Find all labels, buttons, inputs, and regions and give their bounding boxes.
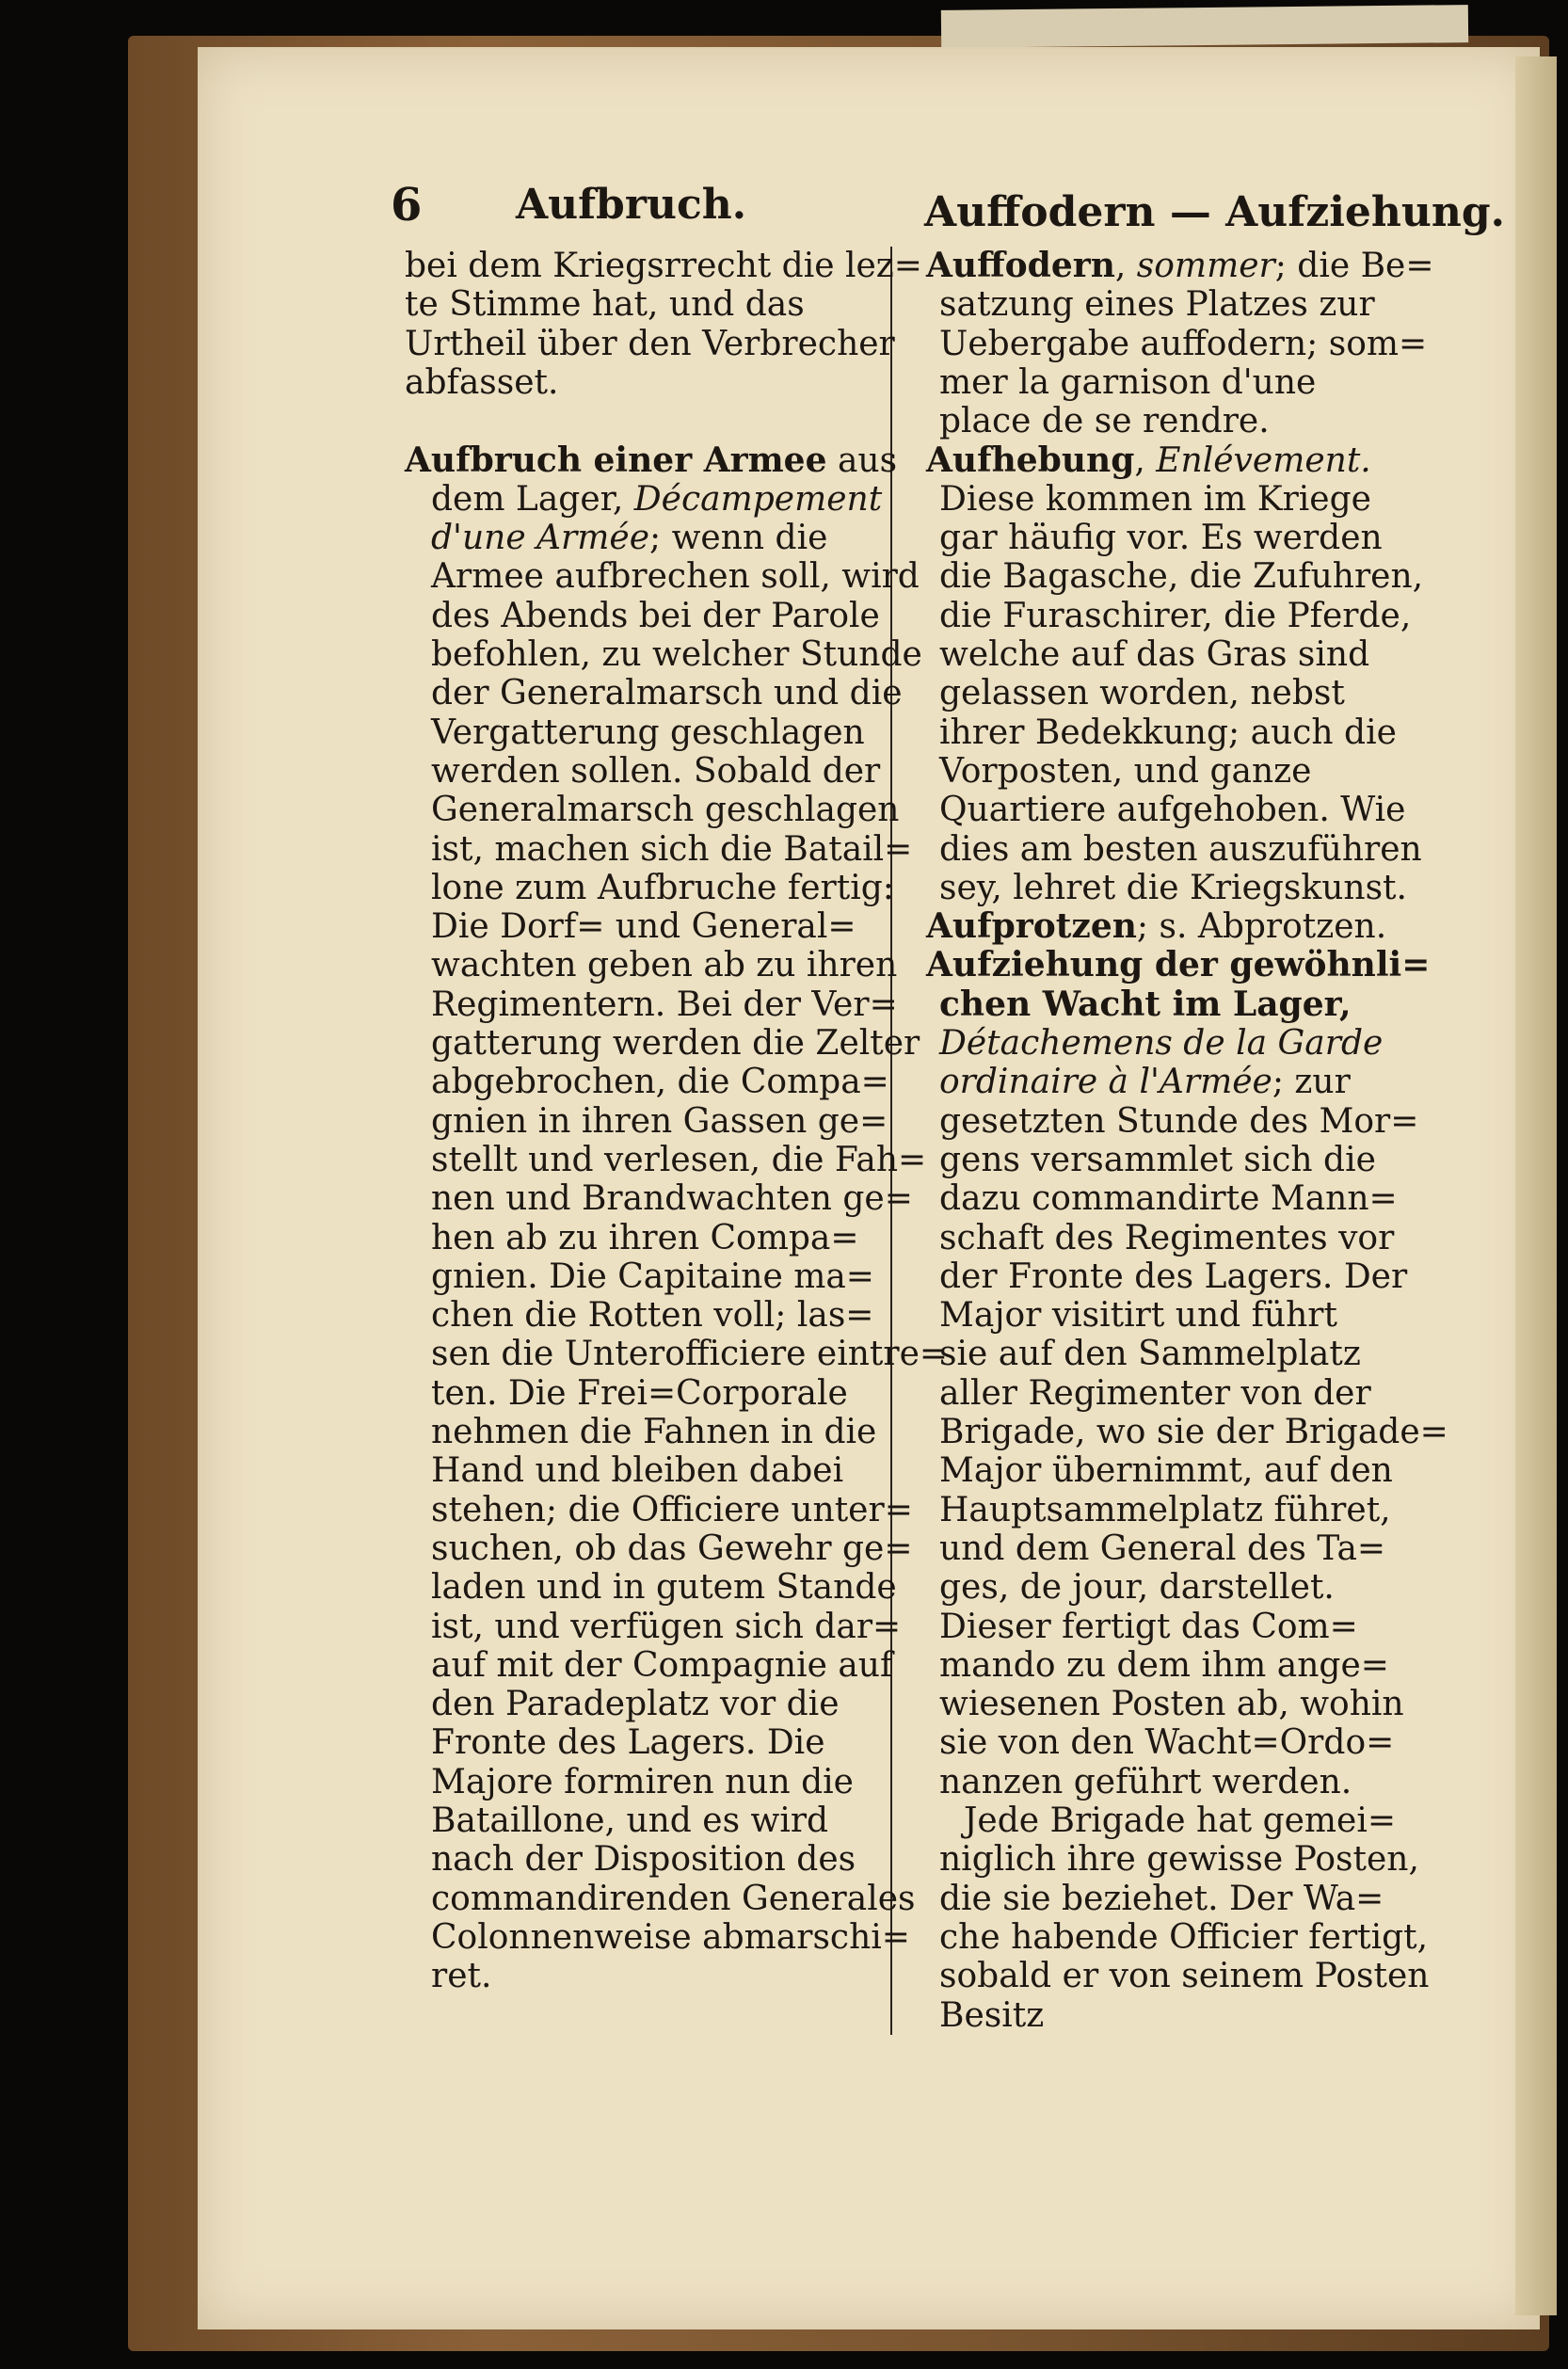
left-column-text: Majore formiren nun die: [431, 1762, 854, 1801]
left-column-line: [405, 325, 895, 363]
right-column-line: [939, 597, 1411, 635]
left-column-line: [431, 519, 827, 557]
right-column-text: Diese kommen im Kriege: [939, 479, 1371, 519]
left-column-text: Aufbruch einer Armee: [405, 440, 827, 480]
left-column-line: [431, 1335, 948, 1373]
right-column-line: [939, 1840, 1419, 1879]
right-column-line: [939, 1685, 1404, 1723]
left-column-line: [431, 597, 880, 635]
left-column-text: te Stimme hat, und das: [405, 285, 805, 325]
left-column-line: [431, 1257, 874, 1296]
left-column-line: [431, 480, 882, 519]
left-column-text: abgebrochen, die Compa=: [431, 1063, 889, 1102]
left-column-text: befohlen, zu welcher Stunde: [431, 635, 922, 674]
right-column-text: chen Wacht im Lager,: [939, 984, 1352, 1024]
left-column-text: Regimentern. Bei der Ver=: [431, 984, 898, 1024]
left-column-line: [431, 1102, 888, 1141]
right-column-text: nanzen geführt werden.: [939, 1762, 1352, 1801]
left-column-line: [431, 1918, 910, 1957]
right-column-line: [939, 635, 1369, 674]
left-column-text: gatterung werden die Zelter: [431, 1024, 920, 1063]
left-column-text: lone zum Aufbruche fertig:: [431, 868, 894, 907]
right-column-line: [926, 946, 1430, 984]
right-column-text: ges, de jour, darstellet.: [939, 1568, 1335, 1608]
left-column-text: Die Dorf= und General=: [431, 907, 856, 947]
right-column-line: [939, 557, 1423, 596]
left-column-line: [431, 1529, 913, 1568]
right-column-text: ; die Be=: [1274, 247, 1434, 285]
left-column-text: ten. Die Frei=Corporale: [431, 1373, 848, 1413]
left-column-text: Generalmarsch geschlagen: [431, 791, 900, 830]
right-column-line: [939, 752, 1311, 791]
right-column-line: [939, 1723, 1394, 1762]
right-column-text: sey, lehret die Kriegskunst.: [939, 868, 1407, 907]
left-column-text: Décampement: [633, 479, 883, 519]
left-column-line: [431, 1608, 901, 1646]
left-column-line: [431, 1840, 856, 1879]
left-column-line: [431, 1024, 920, 1063]
left-column-line: [405, 285, 805, 324]
right-column-text: gar häufig vor. Es werden: [939, 519, 1383, 558]
right-column-line: [939, 1063, 1351, 1101]
right-column-text: gens versammlet sich die: [939, 1140, 1376, 1179]
right-column-line: [939, 830, 1422, 869]
right-column-text: sommer: [1136, 247, 1275, 285]
right-column-line: [939, 1102, 1418, 1141]
left-column-line: [431, 1685, 840, 1723]
right-column-line: [939, 791, 1405, 829]
left-column-text: gnien in ihren Gassen ge=: [431, 1101, 888, 1141]
right-column-line: [939, 285, 1375, 324]
right-column-text: Brigade, wo sie der Brigade=: [939, 1413, 1448, 1451]
right-column-line: [939, 519, 1383, 557]
left-column-line: [431, 985, 898, 1024]
right-column-line: [939, 402, 1270, 440]
right-column-text: aller Regimenter von der: [939, 1373, 1371, 1413]
right-column-line: [939, 325, 1427, 363]
right-column-line: [939, 1491, 1391, 1529]
right-column-text: Aufhebung: [926, 440, 1135, 480]
left-column-text: wachten geben ab zu ihren: [431, 946, 898, 985]
right-column-line: [939, 1880, 1384, 1918]
left-column-line: [431, 1451, 843, 1490]
right-column-text: Aufprotzen: [926, 906, 1137, 947]
left-running-head: Aufbruch.: [516, 181, 747, 229]
right-column-line: [939, 1918, 1428, 1957]
left-column-text: Armee aufbrechen soll, wird: [431, 557, 920, 597]
right-column-text: ordinaire à l'Armée: [939, 1063, 1272, 1102]
left-column-line: [431, 713, 865, 752]
left-column-text: gnien. Die Capitaine ma=: [431, 1257, 874, 1296]
right-column-text: wiesenen Posten ab, wohin: [939, 1685, 1404, 1724]
left-column-line: [431, 907, 856, 946]
left-column-text: des Abends bei der Parole: [431, 596, 880, 635]
left-column-text: nen und Brandwachten ge=: [431, 1179, 913, 1219]
right-column-line: [939, 1568, 1335, 1607]
right-column-line: [939, 869, 1407, 907]
left-column-line: [431, 1880, 916, 1918]
left-column-line: [431, 1141, 926, 1179]
right-column-text: Major visitirt und führt: [939, 1296, 1337, 1336]
left-column-text: suchen, ob das Gewehr ge=: [431, 1529, 913, 1568]
right-running-head: Auffodern — Aufziehung.: [924, 188, 1505, 236]
right-column-text: place de se rendre.: [939, 402, 1270, 441]
right-column-line: [939, 1024, 1383, 1063]
right-column-line: [939, 1413, 1448, 1451]
right-column-text: Auffodern: [926, 246, 1115, 285]
right-column-text: mer la garnison d'une: [939, 362, 1317, 402]
left-column-text: hen ab zu ihren Compa=: [431, 1218, 859, 1257]
left-column-text: commandirenden Generales: [431, 1879, 916, 1918]
left-column-text: Urtheil über den Verbrecher: [405, 324, 895, 363]
right-column-text: satzung eines Platzes zur: [939, 285, 1375, 325]
left-column-text: nach der Disposition des: [431, 1840, 856, 1880]
left-column-line: [431, 674, 903, 712]
right-column-text: Détachemens de la Garde: [939, 1024, 1384, 1063]
right-column-line: [939, 674, 1345, 712]
left-column-text: ret.: [431, 1957, 492, 1996]
left-column-text: Bataillone, und es wird: [431, 1801, 829, 1840]
right-column-text: ,: [1114, 247, 1137, 285]
left-column-line: [405, 363, 558, 402]
left-column-text: Hand und bleiben dabei: [431, 1451, 844, 1491]
left-column-text: werden sollen. Sobald der: [431, 751, 881, 791]
left-column-text: chen die Rotten voll; las=: [431, 1296, 874, 1336]
left-column-text: stellt und verlesen, die Fah=: [431, 1140, 927, 1179]
left-column-line: [431, 1179, 913, 1218]
right-column-line: [964, 1801, 1396, 1840]
right-column-line: [939, 1179, 1398, 1218]
left-column-line: [431, 1296, 873, 1335]
right-column-text: die Furaschirer, die Pferde,: [939, 596, 1412, 635]
left-column-line: [431, 1374, 848, 1413]
left-column-line: [431, 635, 922, 674]
right-column-text: Vorposten, und ganze: [939, 751, 1312, 791]
right-column-line: [939, 1646, 1389, 1685]
right-column-text: ihrer Bedekkung; auch die: [939, 712, 1397, 752]
left-column-text: aus: [826, 440, 898, 480]
right-column-line: [939, 1257, 1407, 1296]
right-column-line: [939, 1451, 1393, 1490]
right-column-line: [939, 1141, 1376, 1179]
left-column-text: sen die Unterofficiere eintre=: [431, 1335, 949, 1374]
right-column-line: [939, 1608, 1358, 1646]
right-column-text: die Bagasche, die Zufuhren,: [939, 557, 1424, 597]
left-column-line: [431, 1063, 889, 1101]
right-column-line: [939, 1374, 1371, 1413]
left-column-text: ist, und verfügen sich dar=: [431, 1607, 902, 1646]
right-column-text: sie von den Wacht=Ordo=: [939, 1723, 1395, 1763]
left-column-text: d'une Armée: [431, 519, 650, 558]
left-column-text: auf mit der Compagnie auf: [431, 1645, 893, 1685]
right-column-text: ; s. Abprotzen.: [1136, 907, 1387, 947]
left-column-line: [431, 1801, 828, 1840]
right-column-text: Uebergabe auffodern; som=: [939, 324, 1428, 363]
left-column-line: [431, 830, 912, 869]
left-column-text: nehmen die Fahnen in die: [431, 1413, 877, 1451]
left-column-text: ist, machen sich die Batail=: [431, 829, 913, 869]
right-column-text: die sie beziehet. Der Wa=: [939, 1879, 1384, 1918]
right-column-line: [939, 1219, 1394, 1257]
left-column-text: laden und in gutem Stande: [431, 1568, 897, 1608]
paper-strip: [941, 5, 1468, 48]
right-column-text: und dem General des Ta=: [939, 1529, 1386, 1568]
right-column-text: dazu commandirte Mann=: [939, 1179, 1398, 1219]
right-column-text: ; zur: [1272, 1063, 1351, 1102]
left-column-line: [431, 791, 900, 829]
left-column-line: [431, 1957, 491, 1995]
left-column-line: [431, 1646, 892, 1685]
right-column-line: [939, 363, 1316, 402]
right-column-text: Jede Brigade hat gemei=: [964, 1801, 1397, 1840]
right-column-text: sie auf den Sammelplatz: [939, 1335, 1361, 1374]
left-column-line: [405, 247, 922, 285]
right-column-text: niglich ihre gewisse Posten,: [939, 1840, 1419, 1880]
right-column-text: Enlévement.: [1156, 440, 1371, 480]
right-column-line: [939, 1957, 1430, 1995]
right-column-text: ,: [1134, 440, 1157, 480]
right-column-text: Besitz: [939, 1995, 1045, 2035]
right-column-line: [926, 247, 1434, 285]
page-number: 6: [391, 179, 423, 232]
left-column-line: [431, 1413, 876, 1451]
left-column-line: [431, 1219, 859, 1257]
left-column-line: [431, 1568, 897, 1607]
left-column-text: ; wenn die: [649, 519, 828, 558]
right-column-line: [939, 1296, 1337, 1335]
page-edge-right: [1515, 56, 1557, 2315]
left-column-text: Fronte des Lagers. Die: [431, 1723, 825, 1763]
right-column-text: mando zu dem ihm ange=: [939, 1645, 1389, 1685]
right-column-text: Hauptsammelplatz führet,: [939, 1490, 1391, 1529]
right-column-line: [939, 1763, 1352, 1801]
left-column-text: Vergatterung geschlagen: [431, 712, 865, 752]
right-column-text: sobald er von seinem Posten: [939, 1957, 1430, 1996]
right-column-line: [939, 1529, 1385, 1568]
right-column-text: welche auf das Gras sind: [939, 635, 1370, 674]
right-column-text: schaft des Regimentes vor: [939, 1218, 1395, 1257]
left-column-text: dem Lager,: [431, 479, 634, 519]
right-column-text: gelassen worden, nebst: [939, 674, 1345, 713]
right-column-line: [926, 441, 1371, 480]
right-column-text: Aufziehung der gewöhnli=: [926, 945, 1431, 985]
right-column-line: [939, 713, 1397, 752]
right-column-text: Quartiere aufgehoben. Wie: [939, 791, 1406, 830]
left-column-line: [431, 946, 897, 984]
left-column-text: der Generalmarsch und die: [431, 674, 903, 713]
left-column-line: [431, 869, 894, 907]
right-column-text: der Fronte des Lagers. Der: [939, 1257, 1408, 1296]
left-column-text: abfasset.: [405, 362, 559, 402]
right-column-text: gesetzten Stunde des Mor=: [939, 1101, 1419, 1141]
right-column-text: Major übernimmt, auf den: [939, 1451, 1393, 1491]
left-column-line: [431, 752, 880, 791]
right-column-line: [926, 907, 1386, 946]
left-column-line: [431, 1763, 854, 1801]
left-column-line: [431, 1723, 825, 1762]
left-column-line: [405, 441, 897, 480]
right-column-line: [939, 985, 1351, 1024]
right-column-line: [939, 1996, 1044, 2035]
left-column-text: den Paradeplatz vor die: [431, 1685, 840, 1724]
right-column-text: Dieser fertigt das Com=: [939, 1607, 1358, 1646]
left-column-text: bei dem Kriegsrrecht die lez=: [405, 247, 922, 285]
left-column-text: stehen; die Officiere unter=: [431, 1490, 913, 1529]
left-column-line: [431, 557, 920, 596]
right-column-line: [939, 1335, 1361, 1373]
left-column-text: Colonnenweise abmarschi=: [431, 1917, 910, 1957]
right-column-text: dies am besten auszuführen: [939, 829, 1422, 869]
left-column-line: [431, 1491, 913, 1529]
right-column-text: che habende Officier fertigt,: [939, 1917, 1429, 1957]
right-column-line: [939, 480, 1371, 519]
